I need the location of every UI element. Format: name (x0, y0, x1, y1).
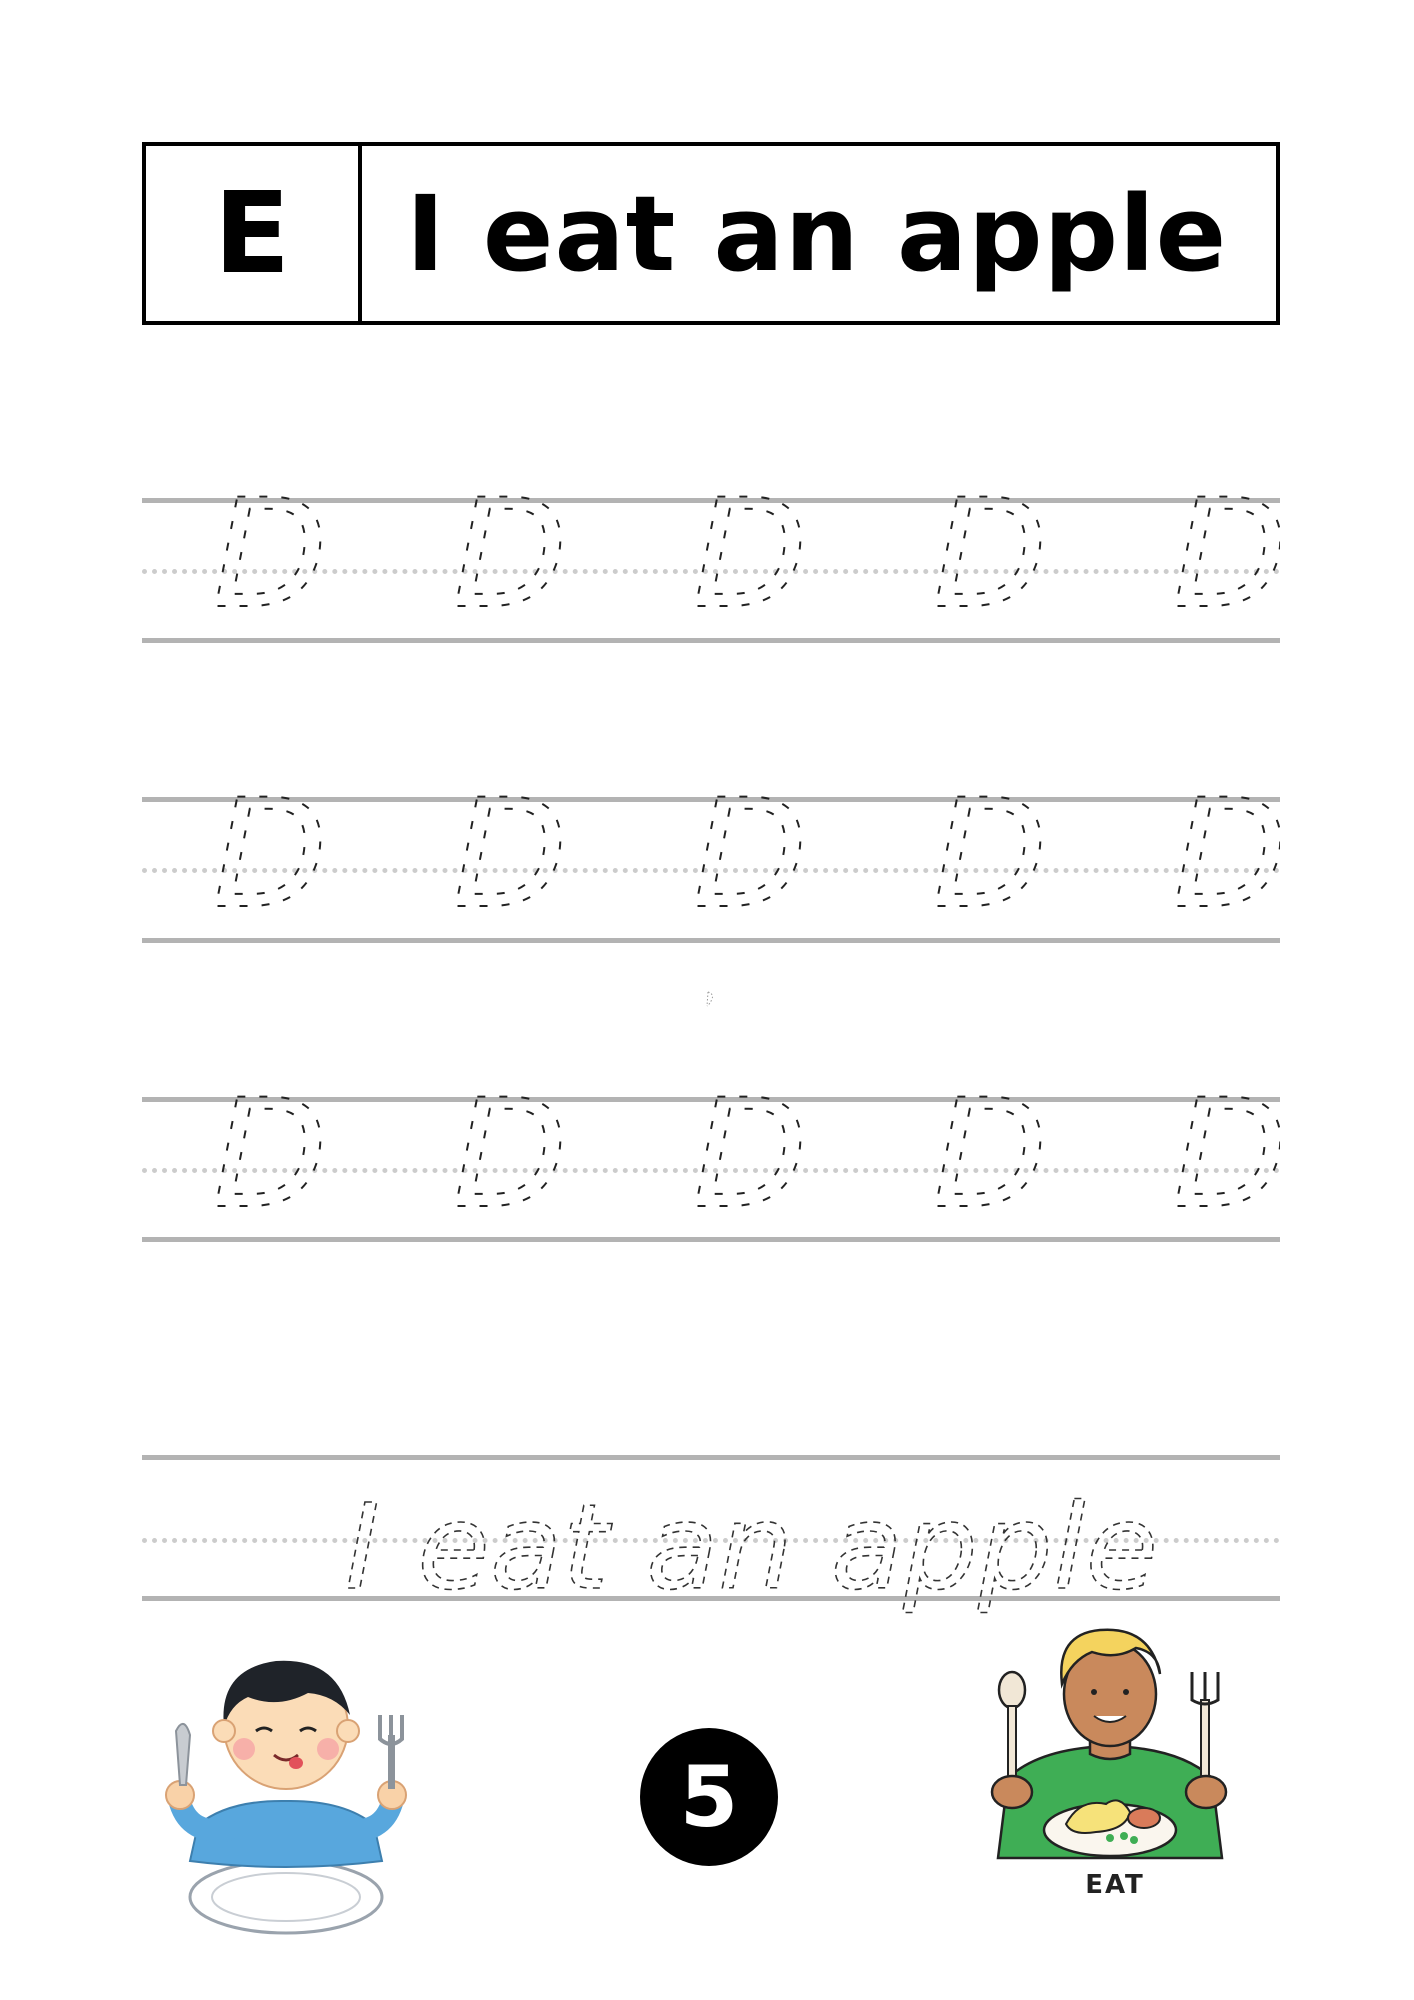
header-letter: E (213, 168, 291, 299)
trace-letter (928, 452, 1048, 622)
trace-letter (448, 452, 568, 622)
base-guide-line (142, 1237, 1280, 1242)
trace-letter-glyph: D (452, 768, 568, 922)
trace-letter-glyph: D (932, 1068, 1048, 1222)
eat-caption: EAT (1085, 1870, 1145, 1900)
trace-letter (1168, 752, 1288, 922)
trace-letter (688, 1052, 808, 1222)
trace-letter-glyph: D (1172, 468, 1288, 622)
trace-letter (208, 452, 328, 622)
trace-letter (928, 752, 1048, 922)
trace-letter (208, 1052, 328, 1222)
trace-row-1 (142, 452, 1288, 622)
trace-letter (688, 752, 808, 922)
stray-dot-mark (705, 990, 715, 1008)
page-number: 5 (640, 1728, 778, 1866)
boy-eating-icon (158, 1635, 420, 1940)
trace-letter-glyph: D (212, 768, 328, 922)
base-guide-line (142, 938, 1280, 943)
trace-letter-glyph: D (452, 1068, 568, 1222)
page-title: I eat an apple (406, 172, 1228, 295)
trace-letter-glyph: D (452, 468, 568, 622)
trace-letter-glyph: D (932, 468, 1048, 622)
trace-letter-glyph: D (692, 768, 808, 922)
letter-cell (146, 146, 362, 321)
trace-letter (448, 752, 568, 922)
trace-row-3 (142, 1052, 1288, 1222)
title-cell (362, 146, 1276, 321)
trace-letter (1168, 452, 1288, 622)
trace-row-2 (142, 752, 1288, 922)
trace-letter-glyph: D (1172, 1068, 1288, 1222)
trace-letter (688, 452, 808, 622)
trace-letter-glyph: D (1172, 768, 1288, 922)
trace-letter-glyph: D (692, 1068, 808, 1222)
trace-letter (208, 752, 328, 922)
trace-letter (1168, 1052, 1288, 1222)
trace-letter-glyph: D (692, 468, 808, 622)
trace-letter (928, 1052, 1048, 1222)
trace-sentence-text: I eat an apple (345, 1478, 1159, 1616)
trace-letter-glyph: D (212, 468, 328, 622)
man-eating-icon (960, 1608, 1260, 1870)
trace-letter-glyph: D (212, 1068, 328, 1222)
trace-letter (448, 1052, 568, 1222)
base-guide-line (142, 638, 1280, 643)
title-box (142, 142, 1280, 325)
trace-letter-glyph: D (932, 768, 1048, 922)
